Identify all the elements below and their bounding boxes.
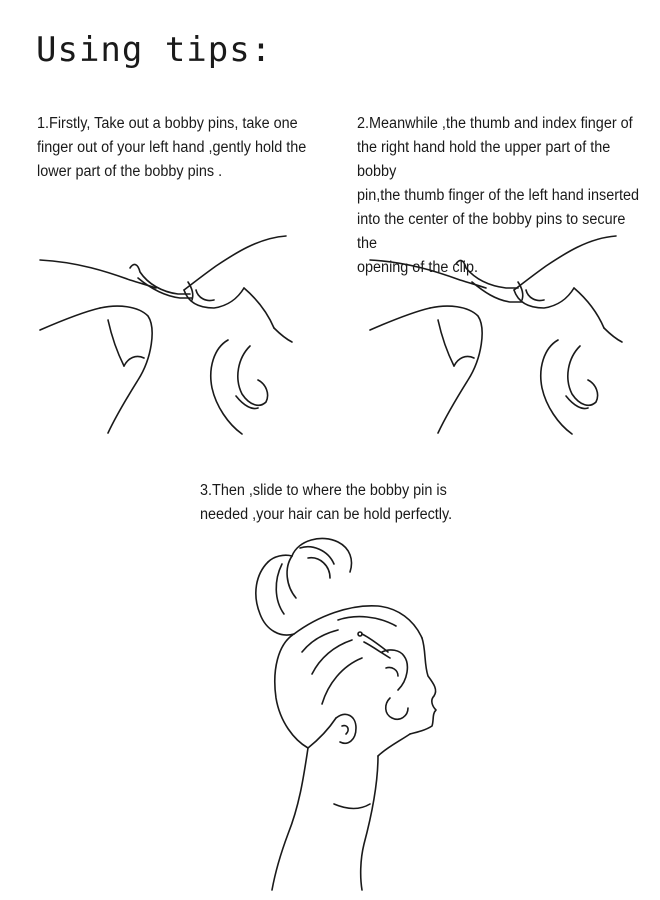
step-3-line-1: 3.Then ,slide to where the bobby pin is bbox=[200, 482, 447, 499]
step-1-text bbox=[37, 112, 316, 184]
woman-bun-illustration bbox=[238, 534, 458, 894]
step-2-line-1: 2.Meanwhile ,the thumb and index finger of bbox=[357, 115, 633, 132]
step-2-line-4: into the center of the bobby pins to secure the bbox=[357, 211, 626, 252]
step-3-line-2: needed ,your hair can be hold perfectly. bbox=[200, 506, 453, 523]
step-2-line-2: the right hand hold the upper part of the bobby bbox=[357, 139, 611, 180]
hands-bobby-pin-illustration-2 bbox=[368, 228, 628, 438]
hands-bobby-pin-illustration-1 bbox=[38, 228, 298, 438]
step-2-line-3: pin,the thumb finger of the left hand inserted bbox=[357, 187, 640, 204]
page-title: Using tips: bbox=[36, 30, 273, 70]
step-1-line-3: lower part of the bobby pins . bbox=[37, 163, 223, 180]
step-3-text bbox=[200, 479, 470, 527]
step-1-line-1: 1.Firstly, Take out a bobby pins, take one bbox=[37, 115, 298, 132]
step-1-line-2: finger out of your left hand ,gently hold the bbox=[37, 139, 307, 156]
step-2-line-5: opening of the clip. bbox=[357, 259, 479, 276]
